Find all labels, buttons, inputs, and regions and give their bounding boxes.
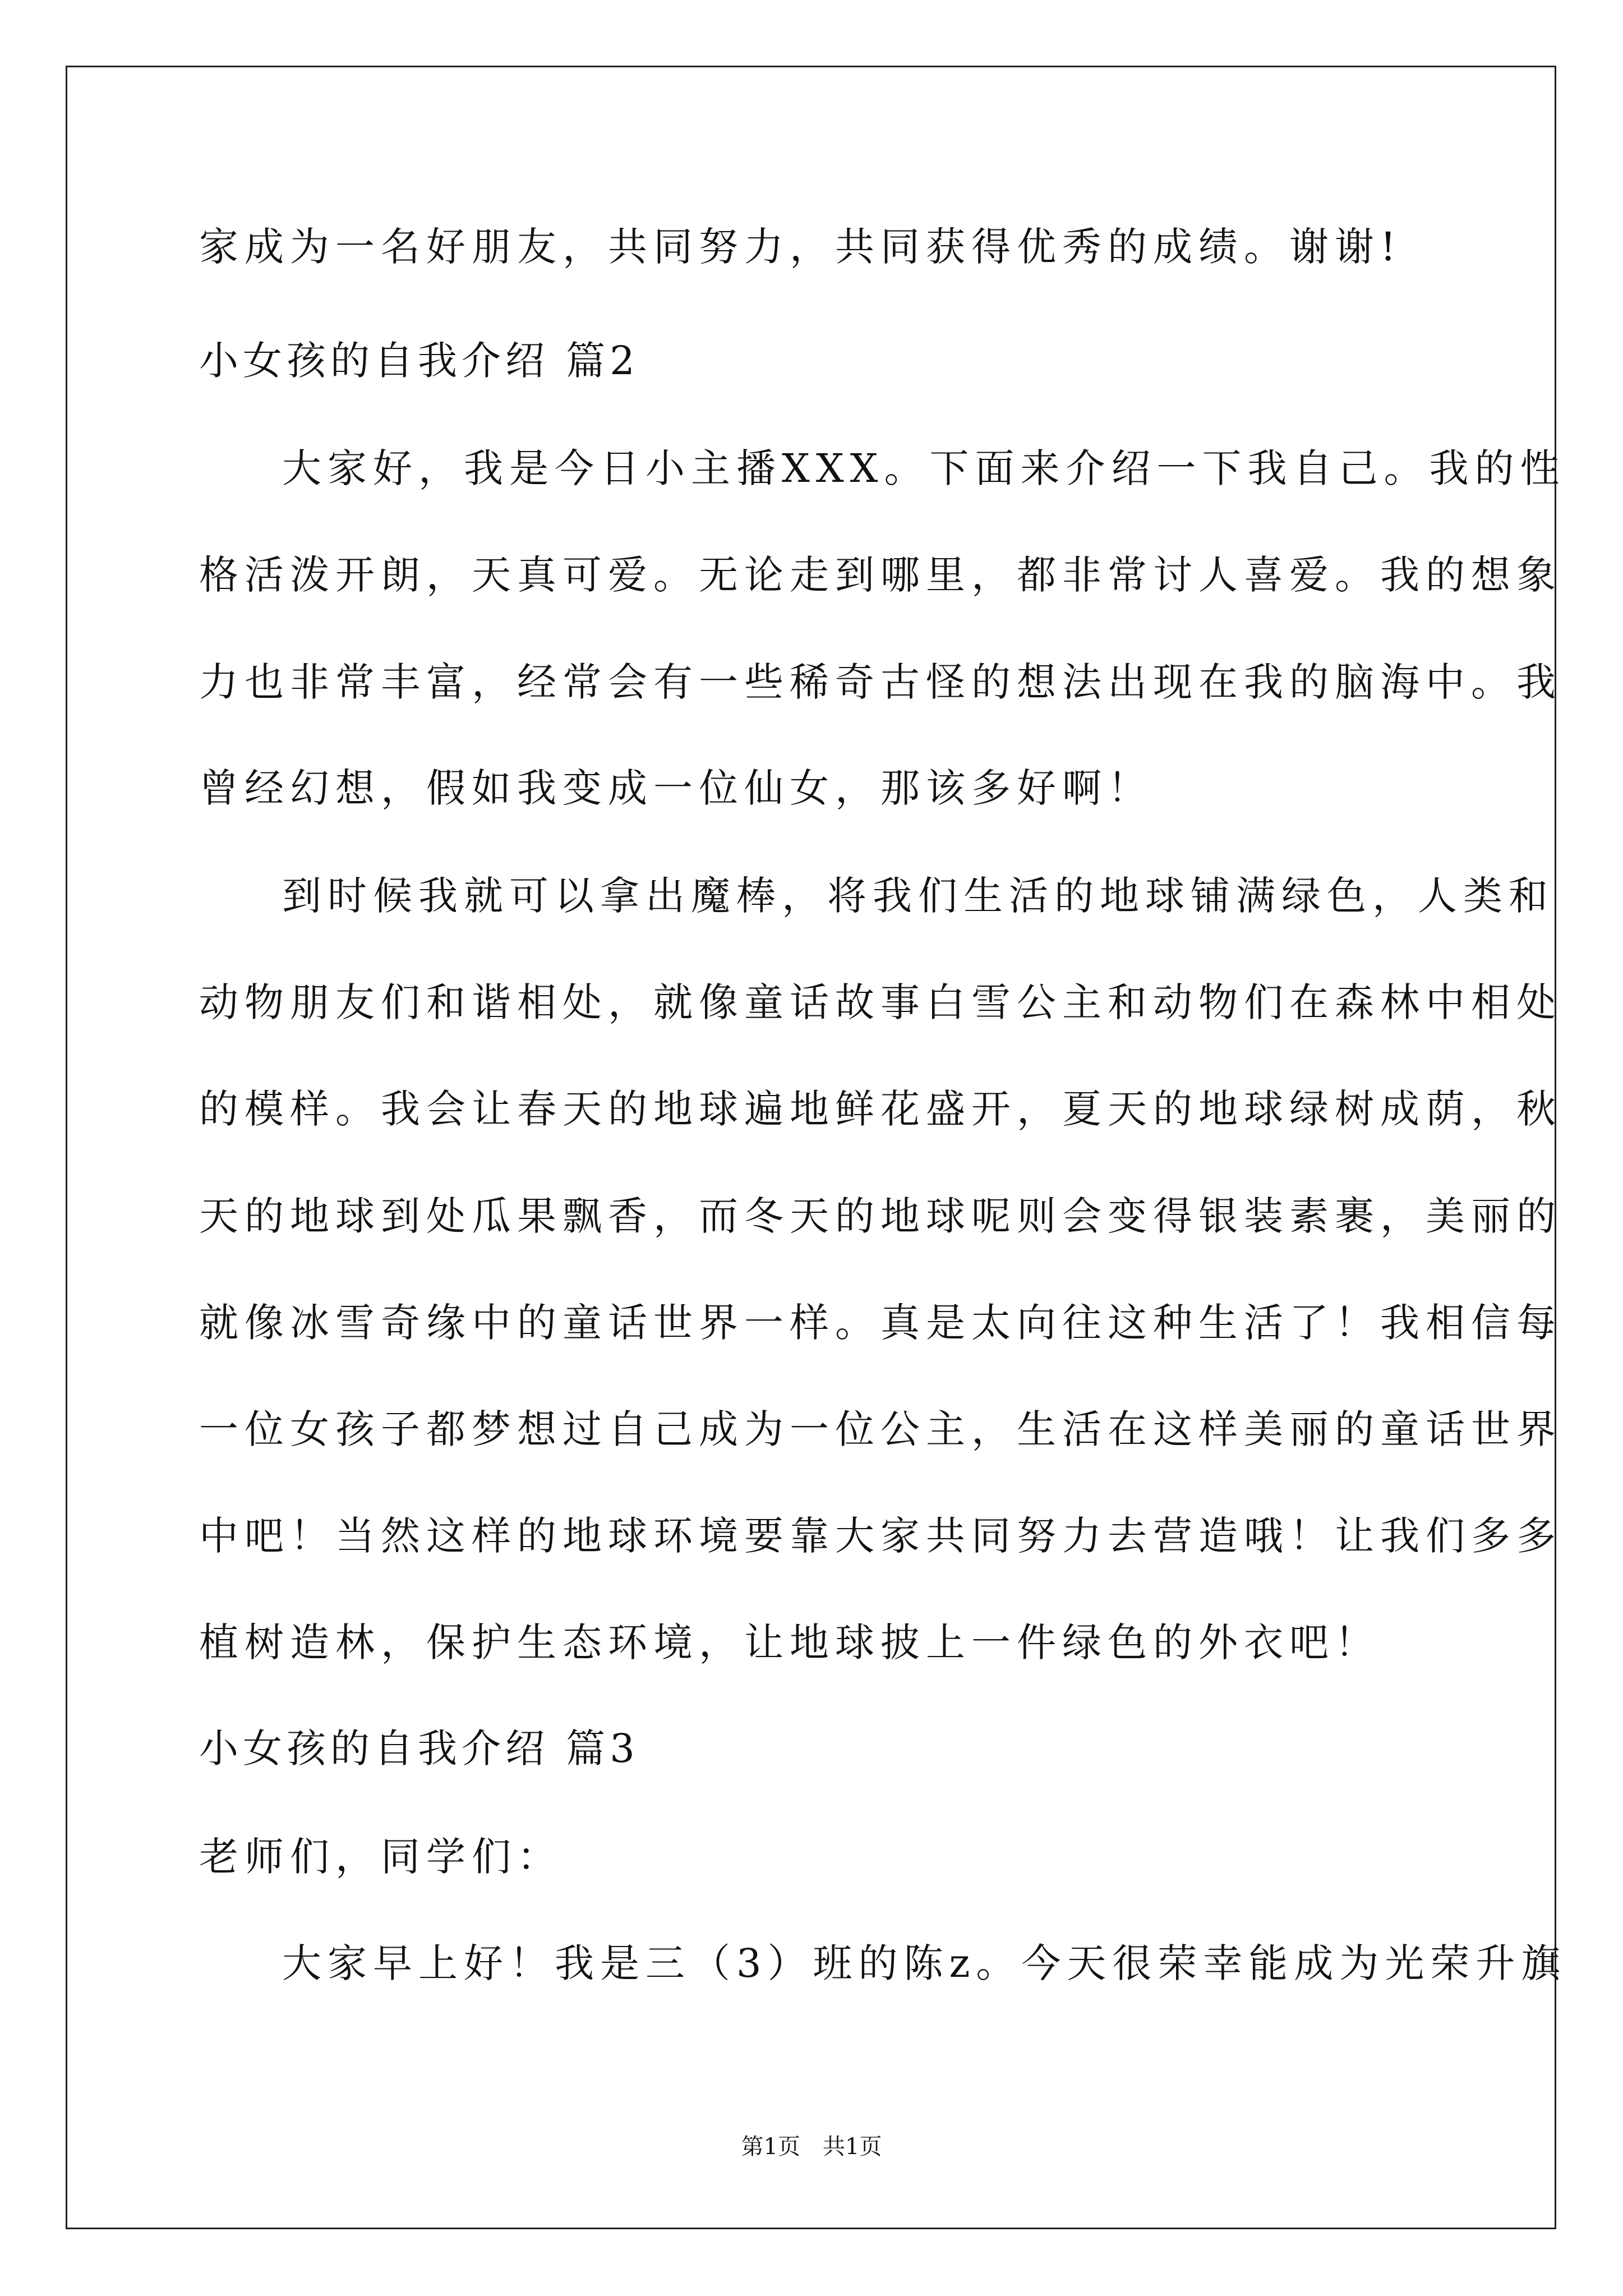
- body-line: 的模样。我会让春天的地球遍地鲜花盛开，夏天的地球绿树成荫，秋: [199, 1086, 1562, 1132]
- body-line: 力也非常丰富，经常会有一些稀奇古怪的想法出现在我的脑海中。我: [199, 659, 1562, 705]
- body-line: 家成为一名好朋友，共同努力，共同获得优秀的成绩。谢谢!: [199, 224, 1403, 270]
- body-line: 就像冰雪奇缘中的童话世界一样。真是太向往这种生活了！我相信每: [199, 1300, 1562, 1346]
- body-line: 中吧！当然这样的地球环境要靠大家共同努力去营造哦！让我们多多: [199, 1513, 1562, 1559]
- paragraph-first-line: 大家好，我是今日小主播XXX。下面来介绍一下我自己。我的性: [282, 445, 1566, 491]
- body-line: 曾经幻想，假如我变成一位仙女，那该多好啊！: [199, 765, 1153, 811]
- salutation-line: 老师们，同学们：: [199, 1834, 562, 1880]
- body-line: 动物朋友们和谐相处，就像童话故事白雪公主和动物们在森林中相处: [199, 979, 1562, 1025]
- section-heading: 小女孩的自我介绍 篇3: [199, 1726, 639, 1772]
- paragraph-first-line: 到时候我就可以拿出魔棒，将我们生活的地球铺满绿色，人类和: [282, 873, 1554, 919]
- body-line: 天的地球到处瓜果飘香，而冬天的地球呢则会变得银装素裹，美丽的: [199, 1193, 1562, 1239]
- body-line: 植树造林，保护生态环境，让地球披上一件绿色的外衣吧！: [199, 1619, 1380, 1665]
- page-border: [66, 66, 1556, 2229]
- paragraph-first-line: 大家早上好！我是三（3）班的陈z。今天很荣幸能成为光荣升旗: [282, 1940, 1567, 1986]
- body-line: 格活泼开朗，天真可爱。无论走到哪里，都非常讨人喜爱。我的想象: [199, 552, 1562, 598]
- body-line: 一位女孩子都梦想过自己成为一位公主，生活在这样美丽的童话世界: [199, 1406, 1562, 1452]
- page-footer: 第1页 共1页: [741, 2134, 882, 2160]
- section-heading: 小女孩的自我介绍 篇2: [199, 338, 639, 384]
